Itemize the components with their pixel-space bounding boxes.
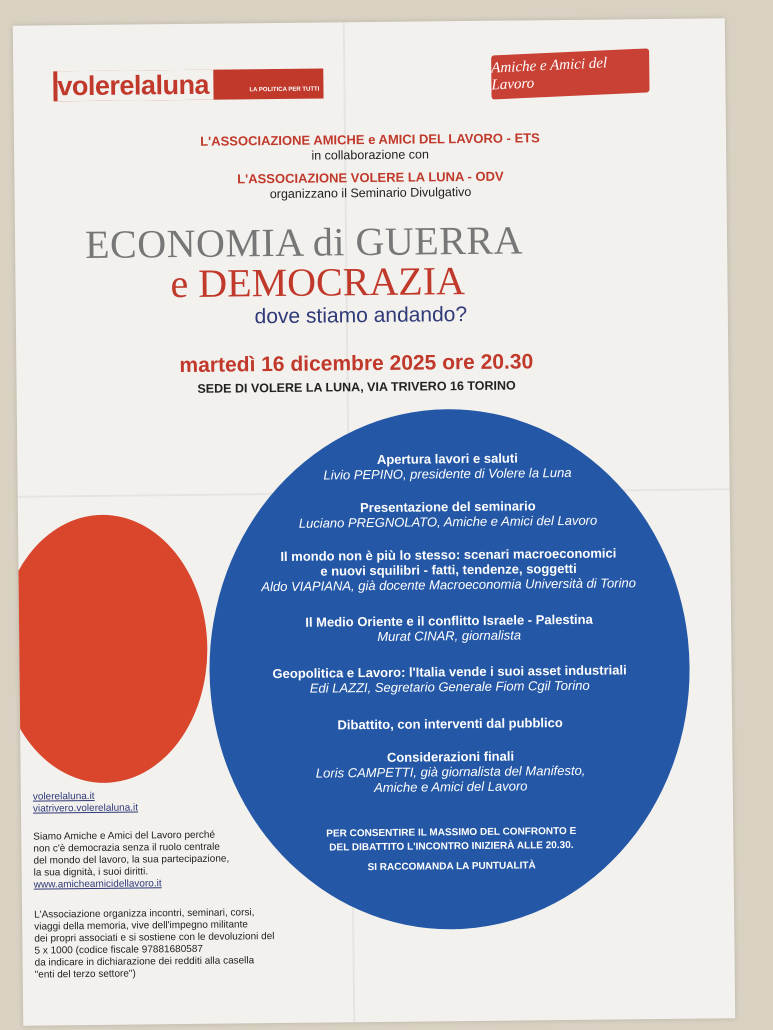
about-line: del mondo del lavoro, la sua partecipazione, [33, 853, 230, 867]
flyer-sheet [13, 18, 735, 1025]
title-subtitle: dove stiamo andando? [254, 303, 468, 329]
left-links [33, 790, 138, 815]
program-heading: Il mondo non è più lo stesso: scenari macroeconomici [280, 545, 617, 564]
title-line-1: ECONOMIA di GUERRA [84, 217, 524, 268]
program-item-4 [209, 611, 689, 646]
left-association-paragraph [34, 907, 275, 982]
note-line-3: SI RACCOMANDA LA PUNTUALITÀ [367, 860, 536, 874]
association-line: viaggi della memoria, vive dell'impegno militante [34, 919, 248, 933]
intro-association-2: L'ASSOCIAZIONE VOLERE LA LUNA - ODV [237, 168, 504, 187]
program-heading: Il Medio Oriente e il conflitto Israele - Palestina [305, 611, 593, 630]
program-speaker: Luciano PREGNOLATO, Amiche e Amici del Lavoro [298, 512, 598, 531]
association-line: 5 x 1000 (codice fiscale 97881680587 [34, 943, 203, 957]
note-line-1: PER CONSENTIRE IL MASSIMO DEL CONFRONTO E [326, 825, 577, 840]
program-heading: Apertura lavori e saluti [376, 450, 518, 467]
program-item-2 [208, 497, 688, 532]
program-item-3 [208, 545, 688, 595]
association-line: L'Associazione organizza incontri, seminari, corsi, [34, 907, 255, 921]
program-speaker-continued: Amiche e Amici del Lavoro [373, 778, 528, 796]
program-item-1 [207, 449, 687, 484]
program-speaker: Edi LAZZI, Segretario Generale Fiom Cgil Torino [309, 677, 590, 696]
association-line: "enti del terzo settore") [34, 968, 136, 981]
note-line-2: DEL DIBATTITO L'INCONTRO INIZIERÀ ALLE 20.30. [329, 839, 574, 854]
intro-organize: organizzano il Seminario Divulgativo [269, 184, 472, 202]
association-line: da indicare in dichiarazione dei redditi alla casella [34, 955, 255, 969]
program-speaker: Murat CINAR, giornalista [377, 627, 522, 644]
program-heading: Presentazione del seminario [359, 498, 536, 516]
volerelaluna-logo-subtitle: LA POLITICA PER TUTTI [249, 86, 320, 94]
link-amicheamicidellavoro[interactable]: www.amicheamicidellavoro.it [33, 878, 162, 891]
amici-del-lavoro-logo: Amiche e Amici del Lavoro [491, 48, 649, 99]
association-line: dei propri associati e si sostiene con le devoluzioni del [34, 931, 275, 945]
program-item-7 [210, 747, 690, 797]
title-line-2: e DEMOCRAZIA [170, 258, 466, 307]
intro-collaboration: in collaborazione con [311, 147, 429, 163]
about-line: la sua dignità, i suoi diritti. [33, 866, 149, 879]
event-venue: SEDE DI VOLERE LA LUNA, VIA TRIVERO 16 TORINO [197, 378, 516, 396]
program-heading: Considerazioni finali [386, 748, 515, 765]
about-line: Siamo Amiche e Amici del Lavoro perché [33, 829, 216, 843]
program-heading: Geopolitica e Lavoro: l'Italia vende i suoi asset industriali [272, 662, 627, 682]
link-volerelaluna[interactable]: volerelaluna.it [32, 790, 95, 803]
link-viatrivero[interactable]: viatrivero.volerelaluna.it [32, 802, 139, 815]
program-heading: Dibattito, con interventi dal pubblico [337, 715, 563, 733]
left-about-paragraph [33, 830, 229, 892]
intro-association-1: L'ASSOCIAZIONE AMICHE e AMICI DEL LAVORO - ETS [200, 130, 540, 149]
about-line: non c'è democrazia senza il ruolo centrale [33, 841, 220, 855]
program-heading-continued: e nuovi squilibri - fatti, tendenze, soggetti [320, 560, 577, 579]
volerelaluna-logo: volerelaluna [57, 70, 213, 102]
program-item-5 [210, 662, 690, 697]
program-speaker: Loris CAMPETTI, già giornalista del Manifesto, [315, 762, 586, 781]
program-speaker: Livio PEPINO, presidente di Volere la Luna [323, 464, 572, 483]
red-half-circle [13, 514, 209, 784]
program-speaker: Aldo VIAPIANA, già docente Macroeconomia Università di Torino [261, 575, 636, 595]
event-date: martedì 16 dicembre 2025 ore 20.30 [179, 350, 534, 378]
